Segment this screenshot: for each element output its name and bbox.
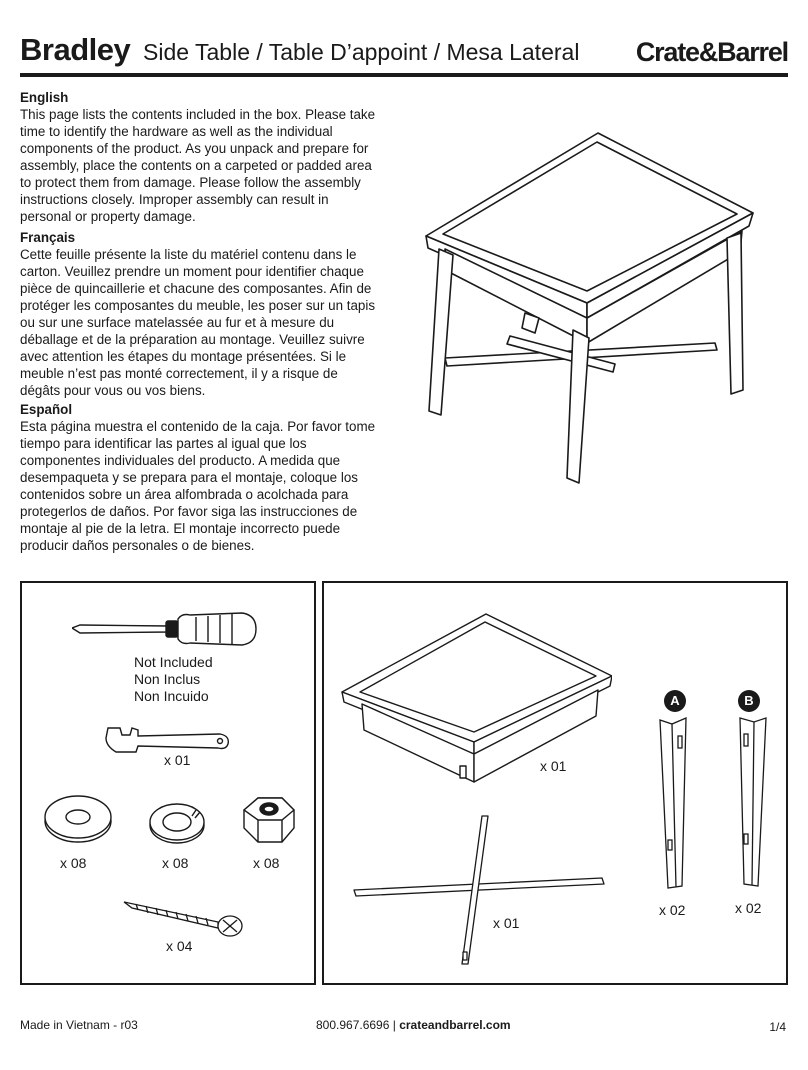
hex-nut-qty: x 08 <box>253 855 280 871</box>
screwdriver-note-fr: Non Inclus <box>134 671 201 687</box>
brand-logo: Crate&Barrel <box>635 37 788 67</box>
cross-stretcher-icon <box>352 812 608 968</box>
page-header <box>20 30 788 74</box>
intro-spanish-heading: Español <box>20 402 73 417</box>
flat-washer-icon <box>42 793 114 845</box>
hex-nut-icon <box>240 792 298 848</box>
intro-french <box>20 229 380 399</box>
screwdriver-note-en: Not Included <box>134 654 213 670</box>
footer-website-link[interactable]: crateandbarrel.com <box>399 1018 511 1032</box>
tabletop-part-icon <box>340 612 612 792</box>
wrench-qty: x 01 <box>164 752 191 768</box>
intro-spanish-body: Esta página muestra el contenido de la caja. Por favor tome tiempo para identificar las partes al igual que los componentes individuales del producto. A medida que desempaqueta y se prepara para el montaje, coloque los contenidos sobre un área alfombrada o acolchada para protegerlos de daños. Por favor siga las instrucciones de montaje al pie de la letra. El montaje incorrecto puede producir daños personales o de bienes. <box>20 419 376 553</box>
lock-washer-qty: x 08 <box>162 855 189 871</box>
intro-spanish <box>20 401 380 554</box>
leg-b-badge: B <box>738 690 760 712</box>
leg-a-qty: x 02 <box>659 902 686 918</box>
product-subtitle: Side Table / Table D’appoint / Mesa Lateral <box>143 39 580 65</box>
header-rule <box>20 73 788 77</box>
footer-page-number: 1/4 <box>769 1020 786 1034</box>
intro-english-body: This page lists the contents included in the box. Please take time to identify the hardware as well as the individual components of the product. As you unpack and prepare for assembly, place the contents on a carpeted or padded area to protect them from damage. Please follow the assembly instructions closely. Improper assembly can result in personal or property damage. <box>20 107 376 224</box>
lock-washer-icon <box>148 800 206 846</box>
intro-french-heading: Français <box>20 230 76 245</box>
cross-stretcher-qty: x 01 <box>493 915 520 931</box>
leg-b-icon <box>732 716 772 892</box>
leg-a-icon <box>654 716 694 892</box>
product-name: Bradley <box>20 32 131 67</box>
intro-english-heading: English <box>20 90 69 105</box>
assembled-table-illustration <box>415 128 755 498</box>
footer-contact <box>316 1018 511 1032</box>
intro-french-body: Cette feuille présente la liste du matériel contenu dans le carton. Veuillez prendre un moment pour identifier chaque pièce de quincaillerie et chacune des composantes. Afin de protéger les composantes du meuble, les poser sur un tapis ou sur une surface matelassée au fur et à mesure du déballage et de la préparation au montage. Veuillez suivre avec attention les étapes du montage présentées. Si le meuble n’est pas monté correctement, il y a risque de dégâts pour vous ou vos biens. <box>20 247 376 398</box>
intro-english <box>20 89 380 225</box>
leg-b-qty: x 02 <box>735 900 762 916</box>
screwdriver-note-es: Non Incuido <box>134 688 209 704</box>
screwdriver-icon <box>72 607 258 651</box>
wood-screw-icon <box>122 898 246 938</box>
tabletop-qty: x 01 <box>540 758 567 774</box>
leg-a-badge: A <box>664 690 686 712</box>
footer-origin: Made in Vietnam - r03 <box>20 1018 138 1032</box>
wrench-icon <box>104 722 232 756</box>
footer-phone: 800.967.6696 | <box>316 1018 396 1032</box>
wood-screw-qty: x 04 <box>166 938 193 954</box>
flat-washer-qty: x 08 <box>60 855 87 871</box>
